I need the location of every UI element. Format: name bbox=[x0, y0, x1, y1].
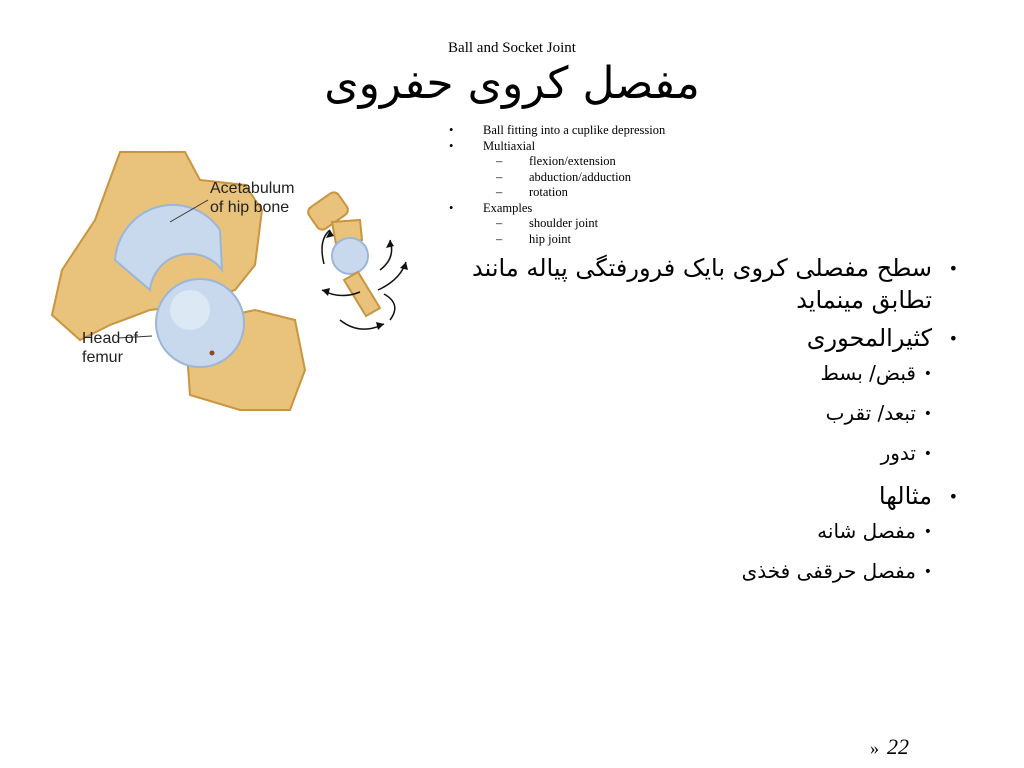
bullet-marker: • bbox=[923, 446, 932, 462]
femoral-head-highlight bbox=[170, 290, 210, 330]
list-item-text: کثیرالمحوری bbox=[806, 324, 932, 352]
femur-head-label-line2: femur bbox=[82, 349, 123, 366]
bullet-marker: • bbox=[923, 524, 932, 540]
joint-motion-schematic bbox=[306, 190, 408, 330]
list-item-text: hip joint bbox=[529, 231, 572, 246]
acetabulum-label-line2: of hip bone bbox=[210, 199, 290, 216]
hip-joint-diagram bbox=[40, 140, 440, 430]
femur-head-label-line1: Head of bbox=[82, 330, 139, 347]
list-item-text: قبض/ بسط bbox=[820, 361, 916, 385]
dash-marker: – bbox=[496, 231, 503, 246]
list-item bbox=[443, 232, 763, 248]
list-item bbox=[442, 558, 962, 584]
fovea-dot bbox=[210, 351, 215, 356]
list-item bbox=[443, 216, 763, 232]
list-item-text: Multiaxial bbox=[483, 138, 536, 153]
bullet-marker: • bbox=[449, 123, 454, 137]
slide-footer bbox=[870, 734, 909, 760]
bullet-marker: • bbox=[923, 406, 932, 422]
dash-marker: – bbox=[496, 154, 503, 168]
list-item bbox=[442, 480, 962, 512]
dash-marker: – bbox=[496, 185, 503, 199]
dash-marker: – bbox=[496, 169, 503, 184]
slide-title-english: Ball and Socket Joint bbox=[448, 40, 576, 56]
persian-bullet-list bbox=[442, 252, 962, 598]
bullet-marker: • bbox=[948, 329, 958, 348]
bullet-marker: • bbox=[449, 200, 454, 215]
list-item-text: تدور bbox=[880, 441, 916, 465]
list-item bbox=[443, 139, 763, 155]
list-item bbox=[442, 252, 962, 316]
acetabulum-label-line1: Acetabulum bbox=[210, 180, 295, 197]
list-item bbox=[442, 518, 962, 544]
next-slide-arrow-icon[interactable]: » bbox=[870, 738, 879, 758]
list-item-text: Ball fitting into a cuplike depression bbox=[483, 123, 666, 137]
list-item bbox=[443, 170, 763, 186]
list-item-text: flexion/extension bbox=[529, 154, 616, 168]
list-item-text: مفصل شانه bbox=[817, 519, 916, 543]
list-item-text: rotation bbox=[529, 185, 568, 199]
list-item-text: مثالها bbox=[878, 482, 932, 510]
bullet-marker: • bbox=[948, 259, 958, 278]
list-item bbox=[443, 201, 763, 217]
list-item-text: abduction/adduction bbox=[529, 169, 632, 184]
bullet-marker: • bbox=[449, 138, 454, 153]
bullet-marker: • bbox=[948, 487, 958, 506]
list-item-text: سطح مفصلی کروی بایک فرورفتگی پیاله مانند تطابق مینماید bbox=[472, 254, 932, 314]
list-item-text: تبعد/ تقرب bbox=[825, 401, 916, 425]
list-item-text: Examples bbox=[483, 200, 533, 215]
bullet-marker: • bbox=[923, 366, 932, 382]
list-item-text: shoulder joint bbox=[529, 216, 599, 230]
slide-title-persian: مفصل کروی حفروی bbox=[324, 58, 700, 109]
list-item bbox=[443, 154, 763, 170]
list-item bbox=[442, 440, 962, 466]
english-bullet-list bbox=[443, 123, 763, 247]
list-item bbox=[443, 185, 763, 201]
list-item bbox=[442, 322, 962, 354]
page-number: 22 bbox=[887, 734, 909, 759]
list-item-text: مفصل حرقفی فخذی bbox=[741, 559, 916, 583]
dash-marker: – bbox=[496, 216, 503, 230]
list-item bbox=[443, 123, 763, 139]
list-item bbox=[442, 360, 962, 386]
list-item bbox=[442, 400, 962, 426]
bullet-marker: • bbox=[923, 564, 932, 580]
